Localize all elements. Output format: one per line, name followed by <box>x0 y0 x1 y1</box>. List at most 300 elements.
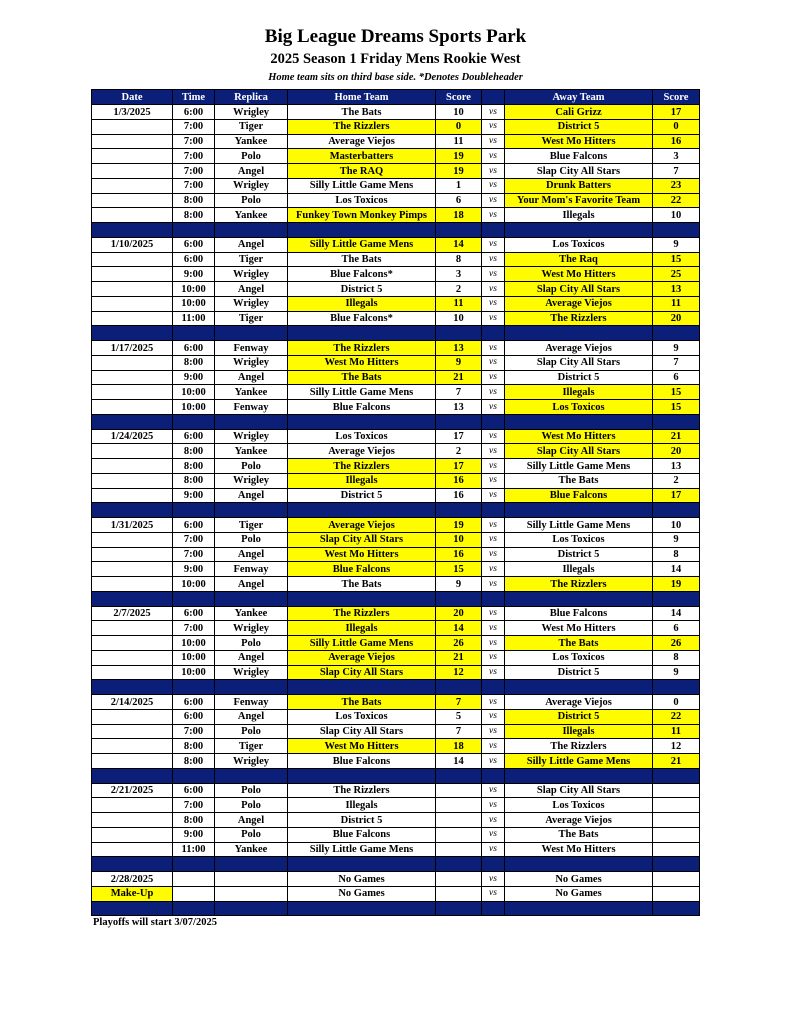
date-cell <box>92 798 173 813</box>
separator-cell <box>482 326 505 341</box>
home-score-cell: 12 <box>436 665 482 680</box>
away-score-cell: 11 <box>653 296 700 311</box>
away-score-cell: 9 <box>653 237 700 252</box>
date-cell <box>92 267 173 282</box>
table-row <box>92 473 700 488</box>
home-team-cell: West Mo Hitters <box>288 355 436 370</box>
date-cell <box>92 400 173 415</box>
date-cell <box>92 355 173 370</box>
table-row <box>92 783 700 798</box>
replica-cell: Angel <box>215 577 288 592</box>
time-cell: 10:00 <box>173 577 215 592</box>
vs-cell: vs <box>482 444 505 459</box>
away-score-cell: 3 <box>653 149 700 164</box>
home-score-cell: 21 <box>436 650 482 665</box>
away-team-cell: West Mo Hitters <box>505 842 653 857</box>
table-row <box>92 149 700 164</box>
vs-cell: vs <box>482 400 505 415</box>
vs-cell: vs <box>482 562 505 577</box>
away-score-cell: 6 <box>653 370 700 385</box>
replica-cell: Fenway <box>215 695 288 710</box>
replica-cell: Angel <box>215 547 288 562</box>
separator-cell <box>173 768 215 783</box>
separator-cell <box>173 503 215 518</box>
away-score-cell <box>653 813 700 828</box>
home-score-cell <box>436 842 482 857</box>
replica-cell: Polo <box>215 459 288 474</box>
week-separator-row <box>92 414 700 429</box>
week-separator-row <box>92 680 700 695</box>
home-team-cell: The Bats <box>288 370 436 385</box>
separator-cell <box>215 901 288 916</box>
table-row <box>92 400 700 415</box>
home-team-cell: District 5 <box>288 282 436 297</box>
table-row <box>92 695 700 710</box>
home-score-cell <box>436 798 482 813</box>
away-score-cell: 13 <box>653 459 700 474</box>
vs-cell: vs <box>482 665 505 680</box>
date-cell <box>92 193 173 208</box>
time-cell: 6:00 <box>173 518 215 533</box>
replica-cell: Yankee <box>215 444 288 459</box>
away-score-cell: 9 <box>653 341 700 356</box>
time-cell: 7:00 <box>173 547 215 562</box>
replica-cell: Wrigley <box>215 296 288 311</box>
date-cell: 2/14/2025 <box>92 695 173 710</box>
vs-cell: vs <box>482 606 505 621</box>
home-team-cell: Slap City All Stars <box>288 665 436 680</box>
time-cell: 7:00 <box>173 164 215 179</box>
home-score-cell: 3 <box>436 267 482 282</box>
table-row <box>92 429 700 444</box>
replica-cell: Wrigley <box>215 105 288 120</box>
home-score-cell: 2 <box>436 444 482 459</box>
time-cell: 10:00 <box>173 650 215 665</box>
home-team-cell: Blue Falcons* <box>288 267 436 282</box>
separator-cell <box>288 857 436 872</box>
separator-cell <box>436 414 482 429</box>
home-team-cell: District 5 <box>288 488 436 503</box>
date-cell <box>92 547 173 562</box>
home-team-cell: The Bats <box>288 252 436 267</box>
table-row <box>92 193 700 208</box>
replica-cell: Wrigley <box>215 665 288 680</box>
away-team-cell: Illegals <box>505 562 653 577</box>
away-team-cell: Slap City All Stars <box>505 444 653 459</box>
time-cell: 7:00 <box>173 798 215 813</box>
home-team-cell: West Mo Hitters <box>288 739 436 754</box>
week-separator-row <box>92 901 700 916</box>
time-cell: 6:00 <box>173 252 215 267</box>
time-cell <box>173 872 215 887</box>
away-team-cell: The Rizzlers <box>505 739 653 754</box>
time-cell: 8:00 <box>173 444 215 459</box>
away-score-cell: 23 <box>653 178 700 193</box>
table-row <box>92 164 700 179</box>
home-score-cell <box>436 783 482 798</box>
vs-cell: vs <box>482 119 505 134</box>
week-separator-row <box>92 326 700 341</box>
col-date-header: Date <box>92 90 173 105</box>
away-team-cell: West Mo Hitters <box>505 134 653 149</box>
home-team-cell: Illegals <box>288 621 436 636</box>
home-score-cell: 14 <box>436 621 482 636</box>
home-team-cell: Illegals <box>288 798 436 813</box>
home-score-cell <box>436 813 482 828</box>
date-cell <box>92 665 173 680</box>
replica-cell: Polo <box>215 149 288 164</box>
table-row <box>92 282 700 297</box>
home-score-cell: 16 <box>436 547 482 562</box>
separator-cell <box>436 326 482 341</box>
vs-cell: vs <box>482 754 505 769</box>
vs-cell: vs <box>482 311 505 326</box>
vs-cell: vs <box>482 739 505 754</box>
away-team-cell: District 5 <box>505 709 653 724</box>
table-row <box>92 709 700 724</box>
away-team-cell: District 5 <box>505 119 653 134</box>
vs-cell: vs <box>482 724 505 739</box>
date-cell: 2/7/2025 <box>92 606 173 621</box>
replica-cell: Yankee <box>215 606 288 621</box>
replica-cell: Wrigley <box>215 621 288 636</box>
home-team-cell: Illegals <box>288 296 436 311</box>
home-score-cell: 16 <box>436 488 482 503</box>
away-team-cell: Slap City All Stars <box>505 282 653 297</box>
week-separator-row <box>92 768 700 783</box>
home-team-cell: Silly Little Game Mens <box>288 385 436 400</box>
table-row <box>92 547 700 562</box>
away-score-cell: 20 <box>653 444 700 459</box>
time-cell: 10:00 <box>173 385 215 400</box>
table-row <box>92 237 700 252</box>
away-team-cell: Average Viejos <box>505 813 653 828</box>
away-score-cell: 19 <box>653 577 700 592</box>
replica-cell: Wrigley <box>215 355 288 370</box>
home-score-cell: 20 <box>436 606 482 621</box>
table-row <box>92 739 700 754</box>
date-cell <box>92 562 173 577</box>
replica-cell: Polo <box>215 193 288 208</box>
vs-cell: vs <box>482 621 505 636</box>
replica-cell: Fenway <box>215 341 288 356</box>
away-score-cell: 21 <box>653 429 700 444</box>
vs-cell: vs <box>482 459 505 474</box>
date-cell <box>92 754 173 769</box>
away-team-cell: District 5 <box>505 665 653 680</box>
vs-cell: vs <box>482 237 505 252</box>
home-team-cell: Blue Falcons* <box>288 311 436 326</box>
col-home-team-header: Home Team <box>288 90 436 105</box>
table-row <box>92 562 700 577</box>
table-row <box>92 813 700 828</box>
page-subtitle: 2025 Season 1 Friday Mens Rookie West <box>270 51 521 67</box>
separator-cell <box>215 414 288 429</box>
schedule-table <box>91 89 700 916</box>
away-team-cell: Blue Falcons <box>505 488 653 503</box>
separator-cell <box>288 768 436 783</box>
away-team-cell: Los Toxicos <box>505 237 653 252</box>
away-team-cell: The Bats <box>505 827 653 842</box>
replica-cell: Angel <box>215 370 288 385</box>
date-cell <box>92 739 173 754</box>
separator-cell <box>653 857 700 872</box>
home-score-cell: 6 <box>436 193 482 208</box>
time-cell: 10:00 <box>173 400 215 415</box>
separator-cell <box>288 414 436 429</box>
separator-cell <box>436 768 482 783</box>
time-cell: 7:00 <box>173 532 215 547</box>
away-score-cell: 20 <box>653 311 700 326</box>
replica-cell: Polo <box>215 827 288 842</box>
table-row <box>92 650 700 665</box>
vs-cell: vs <box>482 267 505 282</box>
away-score-cell: 6 <box>653 621 700 636</box>
week-separator-row <box>92 503 700 518</box>
separator-cell <box>92 503 173 518</box>
date-cell <box>92 370 173 385</box>
vs-cell: vs <box>482 370 505 385</box>
home-score-cell: 14 <box>436 754 482 769</box>
table-row <box>92 341 700 356</box>
replica-cell: Yankee <box>215 208 288 223</box>
date-cell: 1/24/2025 <box>92 429 173 444</box>
time-cell: 6:00 <box>173 105 215 120</box>
time-cell: 6:00 <box>173 606 215 621</box>
replica-cell: Tiger <box>215 311 288 326</box>
time-cell: 10:00 <box>173 296 215 311</box>
time-cell: 6:00 <box>173 429 215 444</box>
table-row <box>92 370 700 385</box>
away-score-cell: 9 <box>653 665 700 680</box>
time-cell: 7:00 <box>173 149 215 164</box>
replica-cell: Angel <box>215 164 288 179</box>
separator-cell <box>92 680 173 695</box>
time-cell: 9:00 <box>173 267 215 282</box>
table-row <box>92 178 700 193</box>
home-team-cell: Blue Falcons <box>288 562 436 577</box>
separator-cell <box>482 768 505 783</box>
home-score-cell: 8 <box>436 252 482 267</box>
date-cell <box>92 164 173 179</box>
vs-cell: vs <box>482 473 505 488</box>
home-team-cell: Masterbatters <box>288 149 436 164</box>
separator-cell <box>653 591 700 606</box>
table-row <box>92 444 700 459</box>
away-team-cell: Silly Little Game Mens <box>505 459 653 474</box>
home-score-cell: 11 <box>436 296 482 311</box>
week-separator-row <box>92 857 700 872</box>
home-score-cell: 10 <box>436 105 482 120</box>
home-score-cell: 13 <box>436 341 482 356</box>
table-row <box>92 886 700 901</box>
separator-cell <box>482 680 505 695</box>
home-team-cell: No Games <box>288 886 436 901</box>
table-row <box>92 208 700 223</box>
home-score-cell <box>436 886 482 901</box>
home-score-cell: 19 <box>436 518 482 533</box>
separator-cell <box>215 591 288 606</box>
away-team-cell: Average Viejos <box>505 296 653 311</box>
replica-cell: Tiger <box>215 518 288 533</box>
replica-cell: Polo <box>215 532 288 547</box>
replica-cell: Tiger <box>215 119 288 134</box>
away-score-cell: 26 <box>653 636 700 651</box>
replica-cell: Fenway <box>215 562 288 577</box>
separator-cell <box>505 591 653 606</box>
home-score-cell: 9 <box>436 577 482 592</box>
vs-cell: vs <box>482 650 505 665</box>
date-cell <box>92 252 173 267</box>
home-score-cell: 11 <box>436 134 482 149</box>
away-team-cell: Silly Little Game Mens <box>505 754 653 769</box>
replica-cell: Yankee <box>215 134 288 149</box>
date-cell <box>92 149 173 164</box>
away-team-cell: Illegals <box>505 208 653 223</box>
home-team-cell: Funkey Town Monkey Pimps <box>288 208 436 223</box>
time-cell: 9:00 <box>173 488 215 503</box>
away-team-cell: Silly Little Game Mens <box>505 518 653 533</box>
home-score-cell: 19 <box>436 164 482 179</box>
separator-cell <box>653 503 700 518</box>
col-away-score-header: Score <box>653 90 700 105</box>
table-row <box>92 724 700 739</box>
away-score-cell: 12 <box>653 739 700 754</box>
table-row <box>92 296 700 311</box>
away-score-cell: 22 <box>653 709 700 724</box>
separator-cell <box>436 680 482 695</box>
separator-cell <box>288 591 436 606</box>
home-team-cell: Blue Falcons <box>288 827 436 842</box>
date-cell <box>92 459 173 474</box>
home-team-cell: The Bats <box>288 105 436 120</box>
home-score-cell: 9 <box>436 355 482 370</box>
separator-cell <box>173 857 215 872</box>
separator-cell <box>288 901 436 916</box>
separator-cell <box>92 326 173 341</box>
week-separator-row <box>92 591 700 606</box>
home-team-cell: The Rizzlers <box>288 606 436 621</box>
time-cell: 7:00 <box>173 119 215 134</box>
home-score-cell: 17 <box>436 429 482 444</box>
vs-cell: vs <box>482 518 505 533</box>
vs-cell: vs <box>482 178 505 193</box>
separator-cell <box>173 326 215 341</box>
separator-cell <box>215 223 288 238</box>
separator-cell <box>482 901 505 916</box>
vs-cell: vs <box>482 783 505 798</box>
page-title: Big League Dreams Sports Park <box>264 26 527 47</box>
separator-cell <box>482 223 505 238</box>
home-team-cell: Illegals <box>288 473 436 488</box>
time-cell: 10:00 <box>173 636 215 651</box>
vs-cell: vs <box>482 577 505 592</box>
schedule-body <box>92 105 700 916</box>
table-row <box>92 488 700 503</box>
away-team-cell: Los Toxicos <box>505 798 653 813</box>
away-score-cell: 17 <box>653 488 700 503</box>
time-cell: 10:00 <box>173 282 215 297</box>
date-cell <box>92 119 173 134</box>
date-cell <box>92 577 173 592</box>
away-score-cell: 10 <box>653 518 700 533</box>
separator-cell <box>653 680 700 695</box>
table-row <box>92 119 700 134</box>
away-score-cell: 22 <box>653 193 700 208</box>
separator-cell <box>215 680 288 695</box>
table-row <box>92 827 700 842</box>
date-cell: 1/17/2025 <box>92 341 173 356</box>
away-team-cell: Slap City All Stars <box>505 355 653 370</box>
time-cell: 11:00 <box>173 842 215 857</box>
replica-cell: Angel <box>215 488 288 503</box>
separator-cell <box>288 223 436 238</box>
home-team-cell: Slap City All Stars <box>288 532 436 547</box>
date-cell <box>92 709 173 724</box>
time-cell: 6:00 <box>173 783 215 798</box>
time-cell: 6:00 <box>173 709 215 724</box>
vs-cell: vs <box>482 208 505 223</box>
separator-cell <box>436 591 482 606</box>
time-cell: 8:00 <box>173 208 215 223</box>
vs-cell: vs <box>482 872 505 887</box>
away-score-cell <box>653 872 700 887</box>
away-score-cell: 11 <box>653 724 700 739</box>
replica-cell: Wrigley <box>215 754 288 769</box>
time-cell: 6:00 <box>173 237 215 252</box>
vs-cell: vs <box>482 827 505 842</box>
vs-cell: vs <box>482 134 505 149</box>
home-team-cell: District 5 <box>288 813 436 828</box>
date-cell <box>92 813 173 828</box>
separator-cell <box>288 326 436 341</box>
replica-cell: Polo <box>215 636 288 651</box>
date-cell: 1/10/2025 <box>92 237 173 252</box>
time-cell: 9:00 <box>173 562 215 577</box>
away-score-cell: 15 <box>653 252 700 267</box>
away-score-cell: 15 <box>653 400 700 415</box>
away-score-cell: 25 <box>653 267 700 282</box>
home-score-cell: 1 <box>436 178 482 193</box>
home-team-cell: Silly Little Game Mens <box>288 636 436 651</box>
vs-cell: vs <box>482 355 505 370</box>
date-cell <box>92 488 173 503</box>
away-team-cell: Slap City All Stars <box>505 164 653 179</box>
col-vs-header <box>482 90 505 105</box>
home-score-cell: 18 <box>436 208 482 223</box>
home-team-cell: Average Viejos <box>288 518 436 533</box>
home-score-cell: 5 <box>436 709 482 724</box>
time-cell: 9:00 <box>173 827 215 842</box>
col-home-score-header: Score <box>436 90 482 105</box>
away-team-cell: West Mo Hitters <box>505 621 653 636</box>
home-team-cell: Los Toxicos <box>288 709 436 724</box>
separator-cell <box>173 414 215 429</box>
home-team-cell: No Games <box>288 872 436 887</box>
vs-cell: vs <box>482 798 505 813</box>
replica-cell <box>215 872 288 887</box>
vs-cell: vs <box>482 636 505 651</box>
away-team-cell: Los Toxicos <box>505 400 653 415</box>
table-row <box>92 798 700 813</box>
playoffs-note: Playoffs will start 3/07/2025 <box>93 917 217 928</box>
date-cell <box>92 636 173 651</box>
home-score-cell: 7 <box>436 385 482 400</box>
away-score-cell: 0 <box>653 119 700 134</box>
date-cell: Make-Up <box>92 886 173 901</box>
replica-cell: Wrigley <box>215 178 288 193</box>
date-cell <box>92 296 173 311</box>
